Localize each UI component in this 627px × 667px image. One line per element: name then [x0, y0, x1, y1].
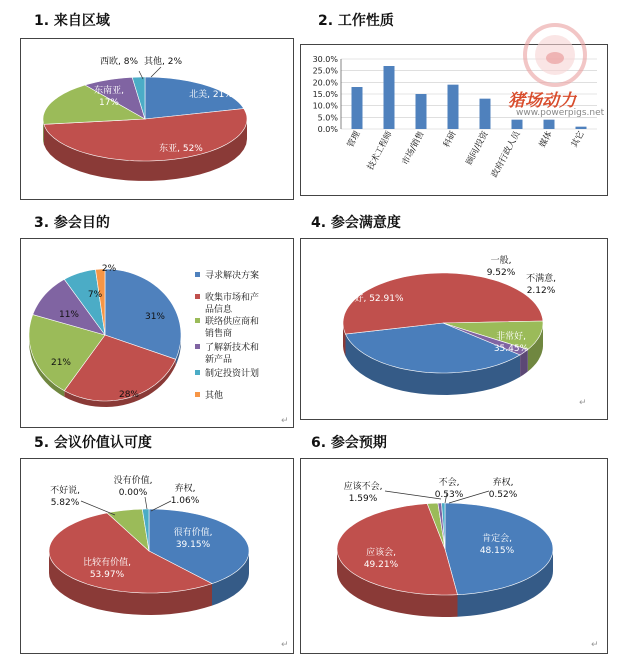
y-tick-label: 15.0%	[312, 90, 338, 99]
legend-swatch-联络供应商和销售商	[195, 318, 200, 323]
pie-label-应该会: 49.21%	[363, 560, 399, 570]
pie-label-东南亚: 17%	[98, 98, 120, 108]
chart-4-title: 4. 参会满意度	[311, 215, 401, 231]
bar-科研	[448, 85, 459, 129]
y-tick-label: 5.0%	[317, 113, 338, 123]
pie-label-了解新技术和新产品: 11%	[58, 310, 80, 320]
pie-label-好: 好, 52.91%	[354, 294, 404, 304]
pie-label-一般: 9.52%	[486, 268, 516, 278]
pie-label-弃权: 0.52%	[488, 490, 518, 500]
x-tick-label-媒体: 媒体	[537, 129, 555, 150]
chart-6-svg	[301, 459, 607, 653]
legend-label-收集市场和产品信息: 品信息	[205, 305, 233, 315]
leader-line-应该不会	[385, 491, 441, 499]
pie-label-寻求解决方案: 31%	[144, 312, 166, 322]
pie-label-不好说: 5.82%	[50, 498, 80, 508]
legend-swatch-制定投资计划	[195, 370, 200, 375]
pie-label-肯定会: 肯定会,	[482, 534, 512, 544]
pie-label-应该会: 应该会,	[366, 548, 396, 558]
return-mark: ↵	[281, 640, 289, 650]
pie-label-不满意: 不满意,	[526, 274, 556, 284]
chart-2-title: 2. 工作性质	[318, 13, 394, 29]
pie-label-不满意: 2.12%	[526, 286, 556, 296]
legend-swatch-了解新技术和新产品	[195, 344, 200, 349]
pie-label-应该不会: 应该不会,	[343, 482, 383, 492]
y-tick-label: 10.0%	[312, 101, 338, 111]
chart-1-title: 1. 来自区域	[34, 13, 110, 29]
pie-label-西欧: 西欧, 8%	[100, 57, 138, 67]
bar-技术工程师	[384, 66, 395, 129]
pie-label-弃权: 弃权,	[174, 484, 196, 494]
watermark-url: www.powerpigs.net	[516, 108, 605, 118]
y-tick-label: 30.0%	[312, 55, 338, 64]
legend-label-了解新技术和新产品: 了解新技术和	[205, 343, 260, 353]
chart-5-panel	[20, 458, 294, 654]
leader-line-没有价值	[145, 497, 147, 509]
return-mark: ↵	[281, 416, 289, 426]
bar-管理	[352, 87, 363, 129]
bar-市场/销售	[416, 94, 427, 129]
pie-label-弃权: 弃权,	[492, 478, 514, 488]
pie-label-不会: 0.53%	[434, 490, 464, 500]
return-mark: ↵	[579, 398, 587, 408]
pie-label-很有价值: 很有价值,	[173, 528, 213, 538]
pie-label-北美: 北美, 21%	[189, 90, 233, 100]
x-tick-label-其它: 其它	[569, 129, 587, 150]
pie-label-制定投资计划: 7%	[87, 290, 103, 300]
chart-6-title: 6. 参会预期	[311, 435, 387, 451]
pie-label-一般: 一般,	[490, 256, 512, 266]
y-tick-label: 0.0%	[317, 125, 338, 134]
legend-label-其他: 其他	[205, 391, 224, 401]
leader-line-其他	[151, 67, 161, 77]
pie-label-弃权: 1.06%	[170, 496, 200, 506]
legend-label-收集市场和产品信息: 收集市场和产	[205, 293, 260, 303]
chart-6-panel	[300, 458, 608, 654]
chart-3-title: 3. 参会目的	[34, 215, 110, 231]
pie-label-比较有价值: 比较有价值,	[83, 558, 131, 568]
legend-label-联络供应商和销售商: 联络供应商和	[205, 317, 260, 327]
pie-label-没有价值: 0.00%	[118, 488, 148, 498]
pie-label-很有价值: 39.15%	[175, 540, 211, 550]
chart-1-svg	[21, 39, 293, 199]
pie-label-不好说: 不好说,	[50, 486, 80, 496]
x-tick-label-科研: 科研	[441, 129, 459, 150]
x-tick-label-顾问/投资: 顾问/投资	[464, 129, 491, 167]
chart-4-svg	[301, 239, 607, 419]
chart-3-panel	[20, 238, 294, 428]
watermark-brand: 猪场动力	[508, 91, 576, 111]
bar-顾问/投资	[480, 99, 491, 129]
legend-swatch-其他	[195, 392, 200, 397]
legend-label-了解新技术和新产品: 新产品	[205, 355, 233, 365]
pie-label-应该不会: 1.59%	[348, 494, 378, 504]
chart-1-panel	[20, 38, 294, 200]
pie-label-非常好: 35.45%	[493, 344, 529, 354]
legend-swatch-寻求解决方案	[195, 272, 200, 277]
return-mark: ↵	[591, 640, 599, 650]
chart-5-svg	[21, 459, 293, 653]
chart-5-title: 5. 会议价值认可度	[34, 435, 152, 451]
watermark-logo	[500, 10, 620, 130]
pie-label-其他: 其他, 2%	[144, 57, 182, 67]
pie-label-东南亚: 东南亚,	[94, 86, 124, 96]
x-tick-label-政府行政人员: 政府行政人员	[489, 129, 523, 180]
y-tick-label: 20.0%	[312, 78, 338, 88]
legend-label-制定投资计划: 制定投资计划	[205, 369, 260, 379]
pie-label-没有价值: 没有价值,	[113, 476, 153, 486]
legend-swatch-收集市场和产品信息	[195, 294, 200, 299]
x-tick-label-市场/销售: 市场/销售	[400, 129, 427, 167]
pie-label-其他: 2%	[101, 264, 117, 274]
leader-line-不好说	[81, 501, 115, 515]
pie-label-联络供应商和销售商: 21%	[50, 358, 72, 368]
legend-label-寻求解决方案: 寻求解决方案	[205, 271, 260, 281]
y-tick-label: 25.0%	[312, 66, 338, 76]
pie-label-东亚: 东亚, 52%	[159, 144, 203, 154]
pie-label-比较有价值: 53.97%	[89, 570, 125, 580]
pie-label-不会: 不会,	[438, 478, 460, 488]
pie-label-肯定会: 48.15%	[479, 546, 515, 556]
pie-label-非常好: 非常好,	[496, 332, 526, 342]
pie-label-收集市场和产品信息: 28%	[118, 390, 140, 400]
legend-label-联络供应商和销售商: 销售商	[205, 329, 233, 339]
x-tick-label-管理: 管理	[345, 129, 363, 150]
x-tick-label-技术工程师: 技术工程师	[365, 129, 395, 172]
chart-4-panel	[300, 238, 608, 420]
chart-3-svg	[21, 239, 293, 427]
